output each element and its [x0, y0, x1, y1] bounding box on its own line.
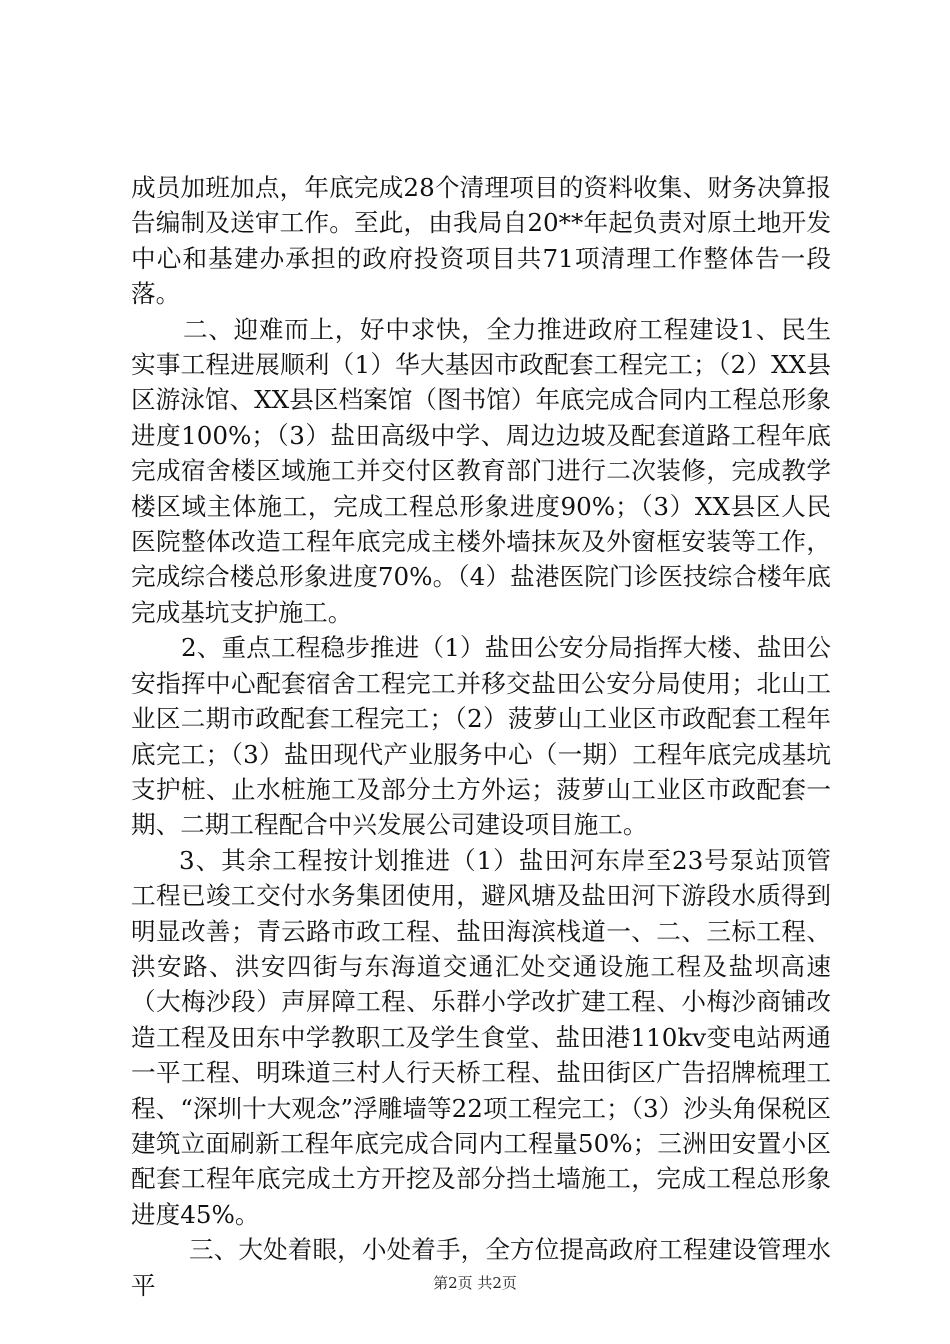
paragraph-key-projects: 2、重点工程稳步推进（1）盐田公安分局指挥大楼、盐田公安指挥中心配套宿舍工程完工并移交盐田公安分局使用；北山工业区二期市政配套工程完工；（2）菠萝山工业区市政配套工程年底完工；（3）盐田现代产业服务中心（一期）工程年底完成基坑支护桩、止水桩施工及部分土方外运；菠萝山工业区市政配套一期、二期工程配合中兴发展公司建设项目施工。 [131, 633, 831, 840]
paragraph-continuation: 成员加班加点，年底完成28个清理项目的资料收集、财务决算报告编制及送审工作。至此，由我局自20**年起负责对原土地开发中心和基建办承担的政府投资项目共71项清理工作整体告一段落。 [131, 173, 831, 309]
paragraph-section-three: 三、大处着眼，小处着手，全方位提高政府工程建设管理水平 [131, 1235, 831, 1300]
paragraph-other-projects: 3、其余工程按计划推进（1）盐田河东岸至23号泵站顶管工程已竣工交付水务集团使用，避风塘及盐田河下游段水质得到明显改善；青云路市政工程、盐田海滨栈道一、二、三标工程、洪安路、洪安四街与东海道交通汇处交通设施工程及盐坝高速（大梅沙段）声屏障工程、乐群小学改扩建工程、小梅沙商铺改造工程及田东中学教职工及学生食堂、盐田港110kv变电站两通一平工程、明珠道三村人行天桥工程、盐田街区广告招牌梳理工程、“深圳十大观念”浮雕墙等22项工程完工；（3）沙头角保税区建筑立面刷新工程年底完成合同内工程量50%；三洲田安置小区配套工程年底完成土方开挖及部分挡土墙施工，完成工程总形象进度45%。 [131, 845, 831, 1229]
page-footer: 第2页 共2页 [433, 1274, 517, 1292]
document-body [131, 170, 831, 1303]
paragraph-section-two: 二、迎难而上，好中求快，全力推进政府工程建设1、民生实事工程进展顺利（1）华大基因市政配套工程完工；（2）XX县区游泳馆、XX县区档案馆（图书馆）年底完成合同内工程总形象进度100%；（3）盐田高级中学、周边边坡及配套道路工程年底完成宿舍楼区域施工并交付区教育部门进行二次装修，完成教学楼区域主体施工，完成工程总形象进度90%；（3）XX县区人民医院整体改造工程年底完成主楼外墙抹灰及外窗框安装等工作，完成综合楼总形象进度70%。（4）盐港医院门诊医技综合楼年底完成基坑支护施工。 [131, 314, 831, 627]
